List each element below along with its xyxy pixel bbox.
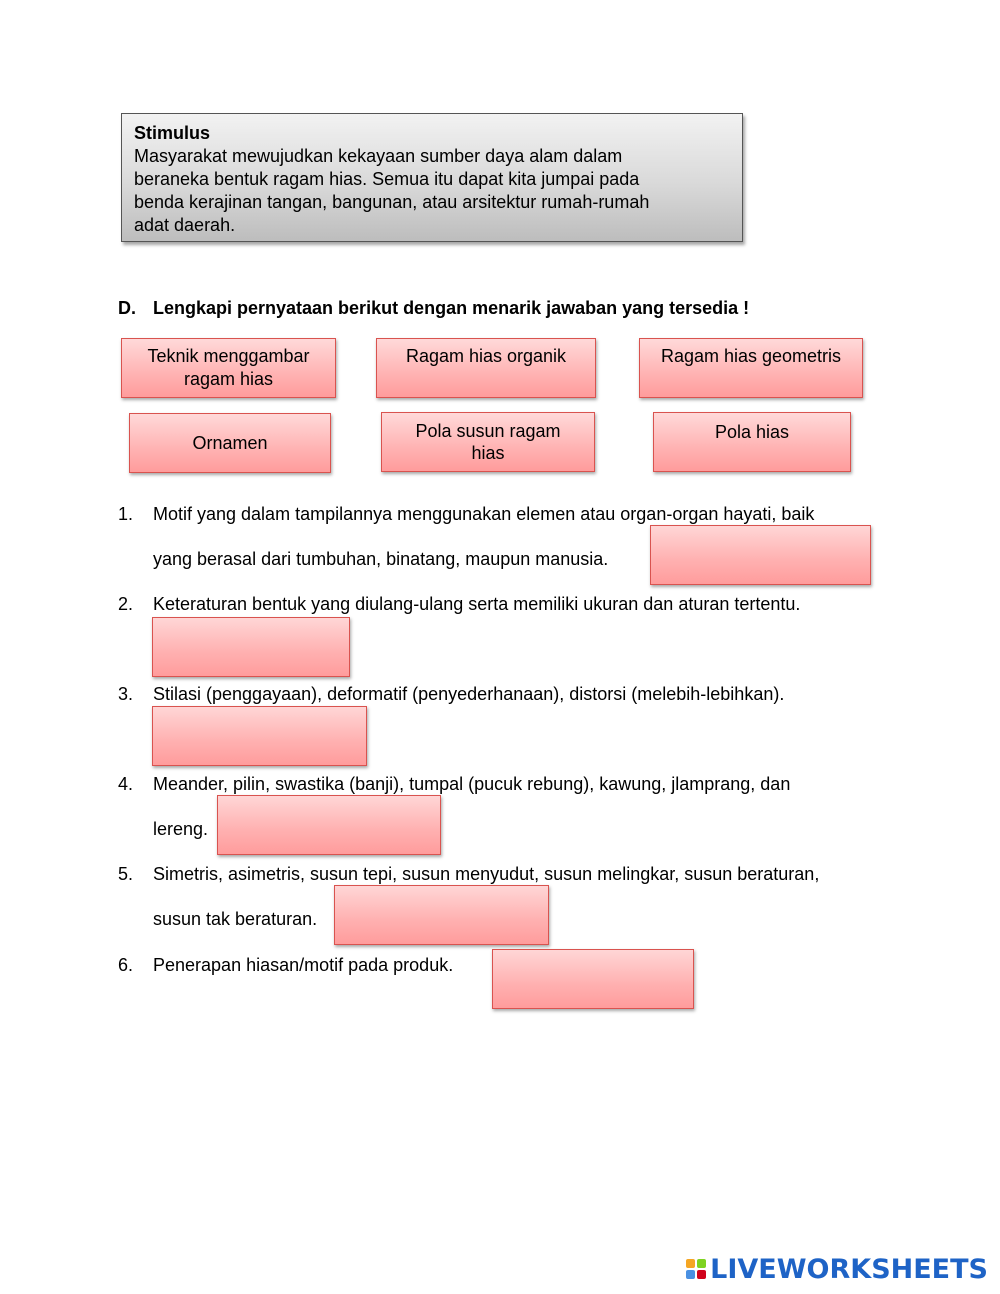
stimulus-title: Stimulus <box>134 123 211 143</box>
question-text: yang berasal dari tumbuhan, binatang, maupun manusia. <box>153 549 609 569</box>
stimulus-line: adat daerah. <box>134 215 236 235</box>
stimulus-line: benda kerajinan tangan, bangunan, atau arsitektur rumah-rumah <box>134 192 650 212</box>
answer-option-text: Ragam hias geometris <box>660 346 842 366</box>
answer-option-text: Ornamen <box>192 432 268 453</box>
section-instruction-text: Lengkapi pernyataan berikut dengan menarik jawaban yang tersedia ! <box>153 298 750 318</box>
logo-square <box>697 1270 706 1279</box>
question-text: lereng. <box>153 819 209 839</box>
question-number: 4. <box>118 774 134 794</box>
stimulus-box <box>121 113 743 242</box>
answer-drop-box-4[interactable] <box>217 795 441 855</box>
section-instruction <box>118 298 749 319</box>
logo-square <box>686 1259 695 1268</box>
stimulus-line: Masyarakat mewujudkan kekayaan sumber daya alam dalam <box>134 146 623 166</box>
section-letter: D. <box>118 298 136 318</box>
liveworksheets-logo <box>686 1254 988 1284</box>
logo-text: LIVEWORKSHEETS <box>710 1253 988 1285</box>
question-text: Stilasi (penggayaan), deformatif (penyederhanaan), distorsi (melebih-lebihkan). <box>153 684 785 704</box>
answer-option-text: ragam hias <box>183 369 274 389</box>
answer-option-pola-hias[interactable] <box>653 412 851 472</box>
logo-squares-icon <box>686 1259 706 1279</box>
answer-option-ragam-hias-organik[interactable] <box>376 338 596 398</box>
answer-drop-box-1[interactable] <box>650 525 871 585</box>
answer-option-text: Pola susun ragam <box>415 421 561 441</box>
question-number: 1. <box>118 504 134 524</box>
answer-drop-box-5[interactable] <box>334 885 549 945</box>
answer-option-ornamen[interactable] <box>129 413 331 473</box>
question-text: susun tak beraturan. <box>153 909 318 929</box>
question-number: 5. <box>118 864 134 884</box>
question-number: 2. <box>118 594 134 614</box>
question-text: Motif yang dalam tampilannya menggunakan elemen atau organ-organ hayati, baik <box>153 504 815 524</box>
question-text: Keteraturan bentuk yang diulang-ulang serta memiliki ukuran dan aturan tertentu. <box>153 594 801 614</box>
logo-square <box>686 1270 695 1279</box>
question-number: 3. <box>118 684 134 704</box>
answer-option-teknik-menggambar[interactable] <box>121 338 336 398</box>
question-number: 6. <box>118 955 134 975</box>
answer-option-pola-susun[interactable] <box>381 412 595 472</box>
logo-square <box>697 1259 706 1268</box>
answer-option-text: hias <box>471 443 505 463</box>
answer-option-text: Pola hias <box>714 422 790 442</box>
question-text: Simetris, asimetris, susun tepi, susun menyudut, susun melingkar, susun beraturan, <box>153 864 820 884</box>
answer-option-text: Ragam hias organik <box>405 346 567 366</box>
answer-drop-box-6[interactable] <box>492 949 694 1009</box>
question-text: Penerapan hiasan/motif pada produk. <box>153 955 454 975</box>
answer-drop-box-3[interactable] <box>152 706 367 766</box>
answer-option-text: Teknik menggambar <box>147 346 310 366</box>
answer-drop-box-2[interactable] <box>152 617 350 677</box>
question-text: Meander, pilin, swastika (banji), tumpal (pucuk rebung), kawung, jlamprang, dan <box>153 774 791 794</box>
stimulus-line: beraneka bentuk ragam hias. Semua itu dapat kita jumpai pada <box>134 169 640 189</box>
answer-option-ragam-hias-geometris[interactable] <box>639 338 863 398</box>
